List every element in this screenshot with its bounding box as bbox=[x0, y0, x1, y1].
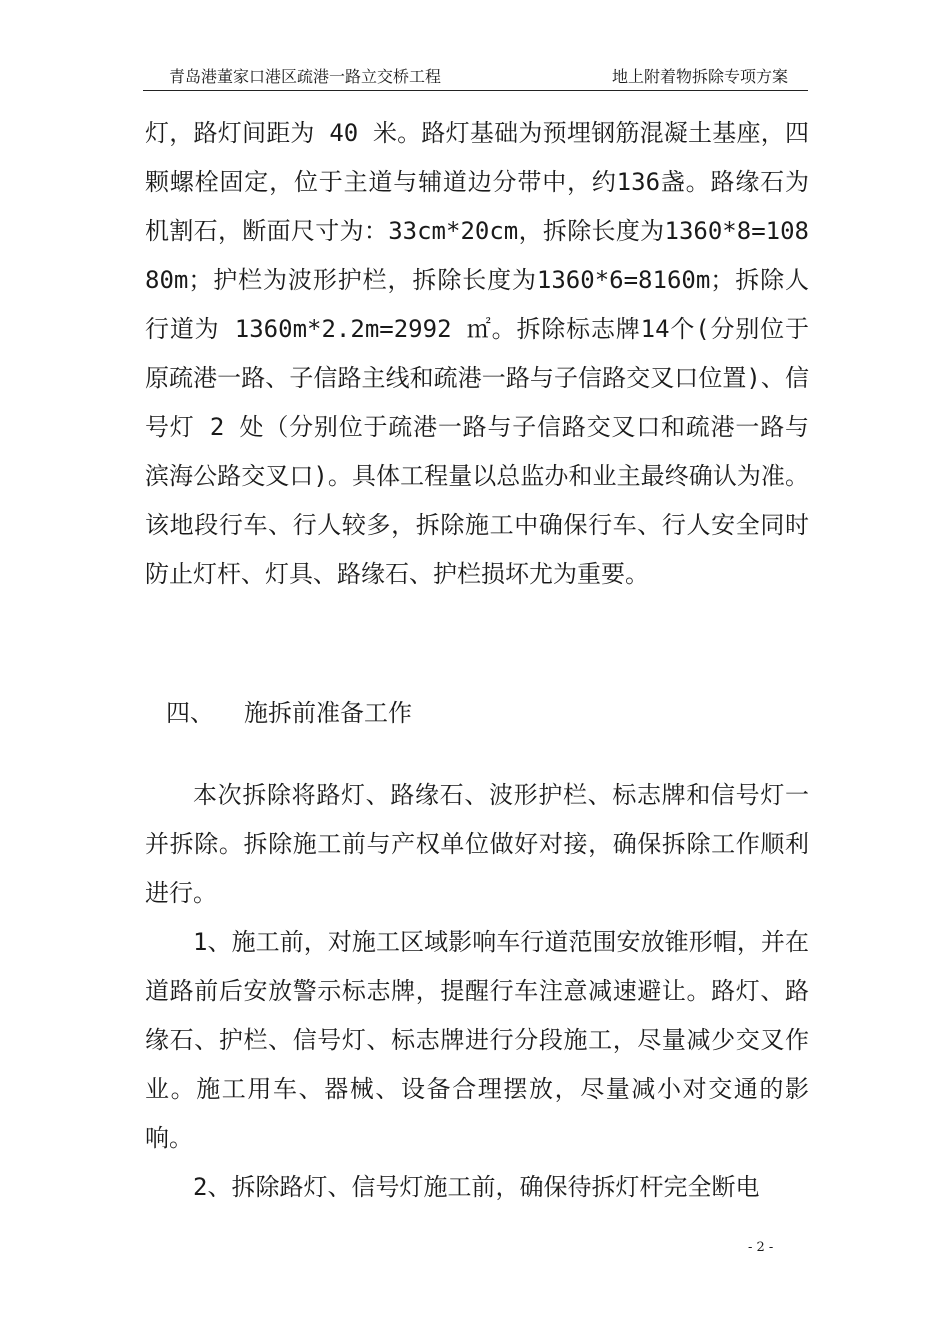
header-project-title: 青岛港董家口港区疏港一路立交桥工程 bbox=[169, 67, 442, 86]
page-header bbox=[143, 66, 808, 91]
section-number: 四、 bbox=[166, 699, 214, 727]
header-document-title: 地上附着物拆除专项方案 bbox=[611, 67, 788, 86]
body-paragraph-item-1: 1、施工前，对施工区域影响车行道范围安放锥形帽，并在道路前后安放警示标志牌，提醒行车注意减速避让。路灯、路缘石、护栏、信号灯、标志牌进行分段施工，尽量减少交叉作业。施工用车、器械、设备合理摆放，尽量减小对交通的影响。 bbox=[145, 928, 809, 1152]
body-paragraph-item-2: 2、拆除路灯、信号灯施工前，确保待拆灯杆完全断电 bbox=[193, 1173, 760, 1201]
body-paragraph-quantities: 灯，路灯间距为 40 米。路灯基础为预埋钢筋混凝土基座，四颗螺栓固定，位于主道与辅道边分带中，约136盏。路缘石为机割石，断面尺寸为：33cm*20cm，拆除长度为1360*8=10880m；护栏为波形护栏，拆除长度为1360*6=8160m；拆除人行道为 1360m*2.2m=2992 ㎡。拆除标志牌14个(分别位于原疏港一路、子信路主线和疏港一路与子信路交叉口位置)、信号灯 2 处（分别位于疏港一路与子信路交叉口和疏港一路与滨海公路交叉口)。具体工程量以总监办和业主最终确认为准。该地段行车、行人较多，拆除施工中确保行车、行人安全同时防止灯杆、灯具、路缘石、护栏损坏尤为重要。 bbox=[145, 119, 809, 588]
body-paragraph-intro: 本次拆除将路灯、路缘石、波形护栏、标志牌和信号灯一并拆除。拆除施工前与产权单位做好对接，确保拆除工作顺利进行。 bbox=[145, 781, 809, 907]
page-number: - 2 - bbox=[748, 1240, 774, 1255]
section-title: 施拆前准备工作 bbox=[244, 699, 412, 727]
